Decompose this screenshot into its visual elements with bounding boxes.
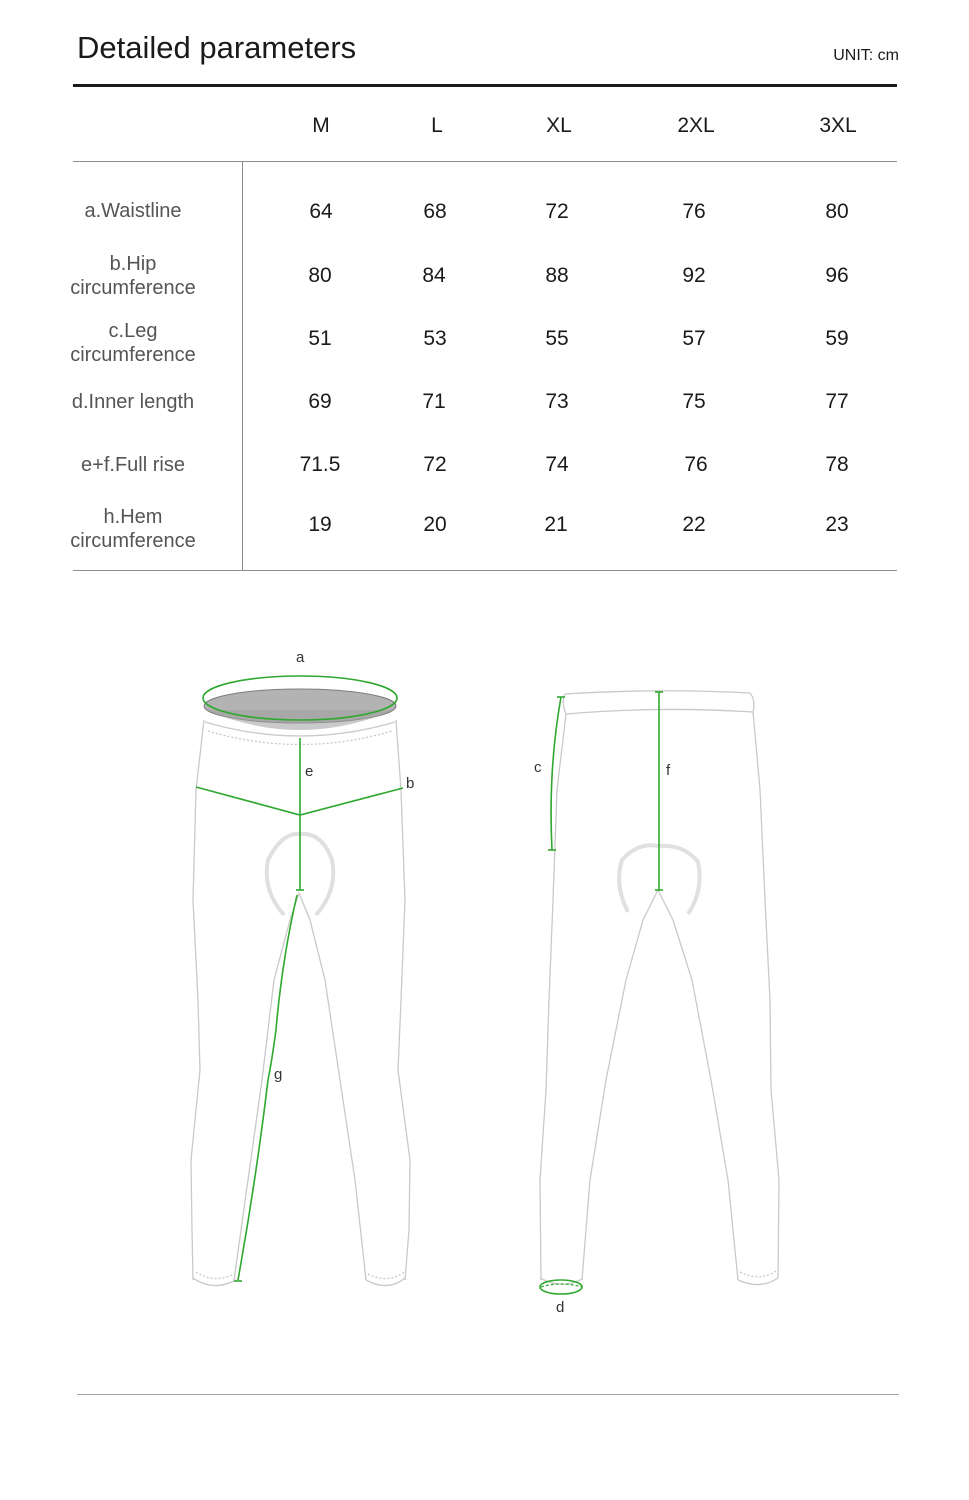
diagram-label-d: d bbox=[556, 1299, 565, 1316]
table-cell: 71 bbox=[422, 390, 446, 413]
row-label-leg: c.Leg circumference bbox=[70, 320, 196, 366]
table-cell: 72 bbox=[423, 453, 447, 476]
table-cell: 57 bbox=[682, 327, 706, 350]
table-cell: 92 bbox=[682, 264, 706, 287]
measurement-diagram bbox=[0, 600, 969, 1360]
size-header-l: L bbox=[431, 114, 443, 137]
diagram-label-c: c bbox=[534, 759, 542, 776]
table-cell: 76 bbox=[682, 200, 706, 223]
size-header-3xl: 3XL bbox=[819, 114, 857, 137]
table-cell: 59 bbox=[825, 327, 849, 350]
table-cell: 22 bbox=[682, 513, 706, 536]
diagram-label-a: a bbox=[296, 649, 305, 666]
table-cell: 77 bbox=[825, 390, 849, 413]
diagram-label-b: b bbox=[406, 775, 415, 792]
table-cell: 88 bbox=[545, 264, 569, 287]
table-cell: 74 bbox=[545, 453, 569, 476]
row-label-hip: b.Hip circumference bbox=[70, 253, 196, 299]
diagram-label-g: g bbox=[274, 1066, 283, 1083]
size-header-m: M bbox=[312, 114, 330, 137]
page-bottom-divider bbox=[77, 1394, 899, 1395]
table-cell: 78 bbox=[825, 453, 849, 476]
table-cell: 71.5 bbox=[299, 453, 341, 476]
unit-label: UNIT: cm bbox=[833, 47, 899, 64]
table-cell: 64 bbox=[309, 200, 333, 223]
table-cell: 72 bbox=[545, 200, 569, 223]
table-cell: 76 bbox=[684, 453, 708, 476]
title-divider bbox=[73, 84, 897, 87]
row-label-waistline: a.Waistline bbox=[84, 200, 182, 222]
table-cell: 73 bbox=[545, 390, 569, 413]
inseam-measure-line bbox=[238, 895, 297, 1280]
table-cell: 75 bbox=[682, 390, 706, 413]
size-header-2xl: 2XL bbox=[677, 114, 715, 137]
header-divider bbox=[73, 161, 897, 162]
table-cell: 84 bbox=[422, 264, 446, 287]
row-label-hem: h.Hem circumference bbox=[70, 506, 196, 552]
table-cell: 20 bbox=[423, 513, 447, 536]
table-bottom-divider bbox=[73, 570, 897, 571]
row-label-full-rise: e+f.Full rise bbox=[81, 454, 185, 476]
front-measure-lines bbox=[196, 676, 403, 1281]
table-cell: 55 bbox=[545, 327, 569, 350]
diagram-label-f: f bbox=[666, 762, 671, 779]
row-label-inner-length: d.Inner length bbox=[71, 391, 195, 413]
table-cell: 23 bbox=[825, 513, 849, 536]
diagram-label-e: e bbox=[305, 763, 314, 780]
table-cell: 51 bbox=[308, 327, 332, 350]
table-cell: 80 bbox=[825, 200, 849, 223]
page-title: Detailed parameters bbox=[77, 30, 357, 65]
table-cell: 53 bbox=[423, 327, 447, 350]
table-cell: 69 bbox=[308, 390, 332, 413]
table-cell: 96 bbox=[825, 264, 849, 287]
hem-measure-ring bbox=[540, 1280, 582, 1294]
table-cell: 80 bbox=[308, 264, 332, 287]
table-cell: 68 bbox=[423, 200, 447, 223]
table-cell: 21 bbox=[544, 513, 568, 536]
label-column-divider bbox=[242, 162, 243, 570]
size-header-xl: XL bbox=[546, 114, 572, 137]
table-cell: 19 bbox=[308, 513, 332, 536]
